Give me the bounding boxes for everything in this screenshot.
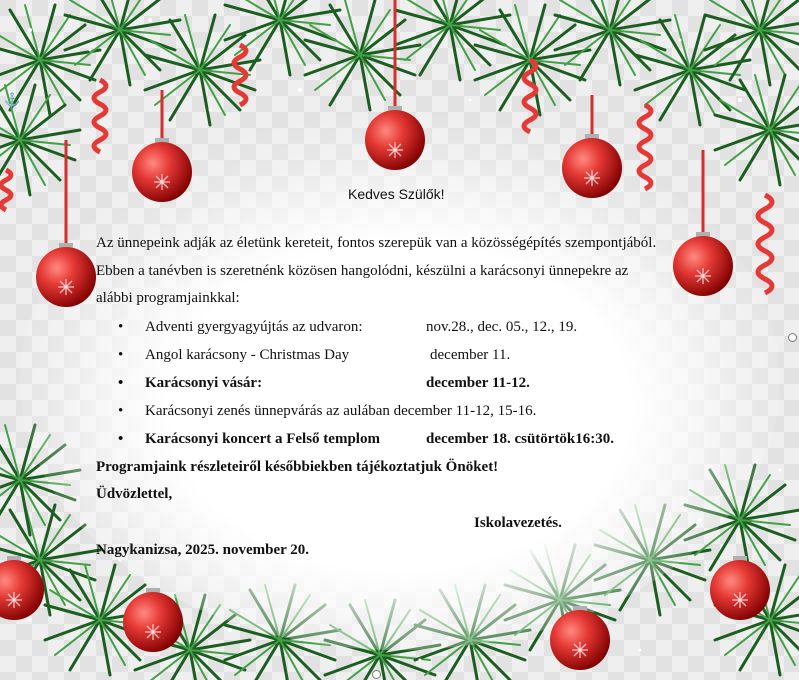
letter-body: [96, 180, 706, 580]
greeting: Kedves Szülők!: [348, 186, 445, 202]
bullet-icon: •: [118, 431, 124, 447]
info-line: Programjaink részleteiről későbbiekben tájékoztatjuk Önöket!: [96, 459, 499, 475]
intro-line-2: Ebben a tanévben is szeretnénk közösen hangolódni, készülni a karácsonyi ünnepekre az: [96, 263, 629, 279]
regards-line: Üdvözlettel,: [96, 486, 173, 502]
bullet-icon: •: [118, 375, 124, 391]
event-label: Karácsonyi koncert a Felső templom: [145, 431, 380, 447]
event-label: Adventi gyergyagyújtás az udvaron:: [145, 319, 363, 335]
bullet-icon: •: [118, 347, 124, 363]
resize-handle-bottom[interactable]: [372, 670, 381, 679]
event-item: [96, 375, 716, 397]
event-item: [96, 347, 716, 369]
event-label: Karácsonyi zenés ünnepvárás az aulában december 11-12, 15-16.: [145, 403, 537, 419]
event-date: december 11.: [430, 347, 511, 363]
event-date: december 18. csütörtök16:30.: [426, 431, 615, 447]
bullet-icon: •: [118, 319, 124, 335]
event-item: [96, 319, 716, 341]
event-label: Angol karácsony - Christmas Day: [145, 347, 350, 363]
bullet-icon: •: [118, 403, 124, 419]
event-label: Karácsonyi vásár:: [145, 375, 263, 391]
place-date: Nagykanizsa, 2025. november 20.: [96, 542, 310, 558]
intro-line-3: alábbi programjainkkal:: [96, 290, 240, 306]
event-date: nov.28., dec. 05., 12., 19.: [426, 319, 578, 335]
signature: Iskolavezetés.: [474, 515, 562, 531]
event-date: december 11-12.: [426, 375, 530, 391]
event-item: [96, 431, 716, 453]
intro-line-1: Az ünnepeink adják az életünk kereteit, fontos szerepük van a közösségépítés szempontjából.: [96, 235, 657, 251]
event-item: [96, 403, 716, 425]
anchor-icon: ⚓: [4, 92, 21, 107]
resize-handle-right[interactable]: [788, 333, 797, 342]
